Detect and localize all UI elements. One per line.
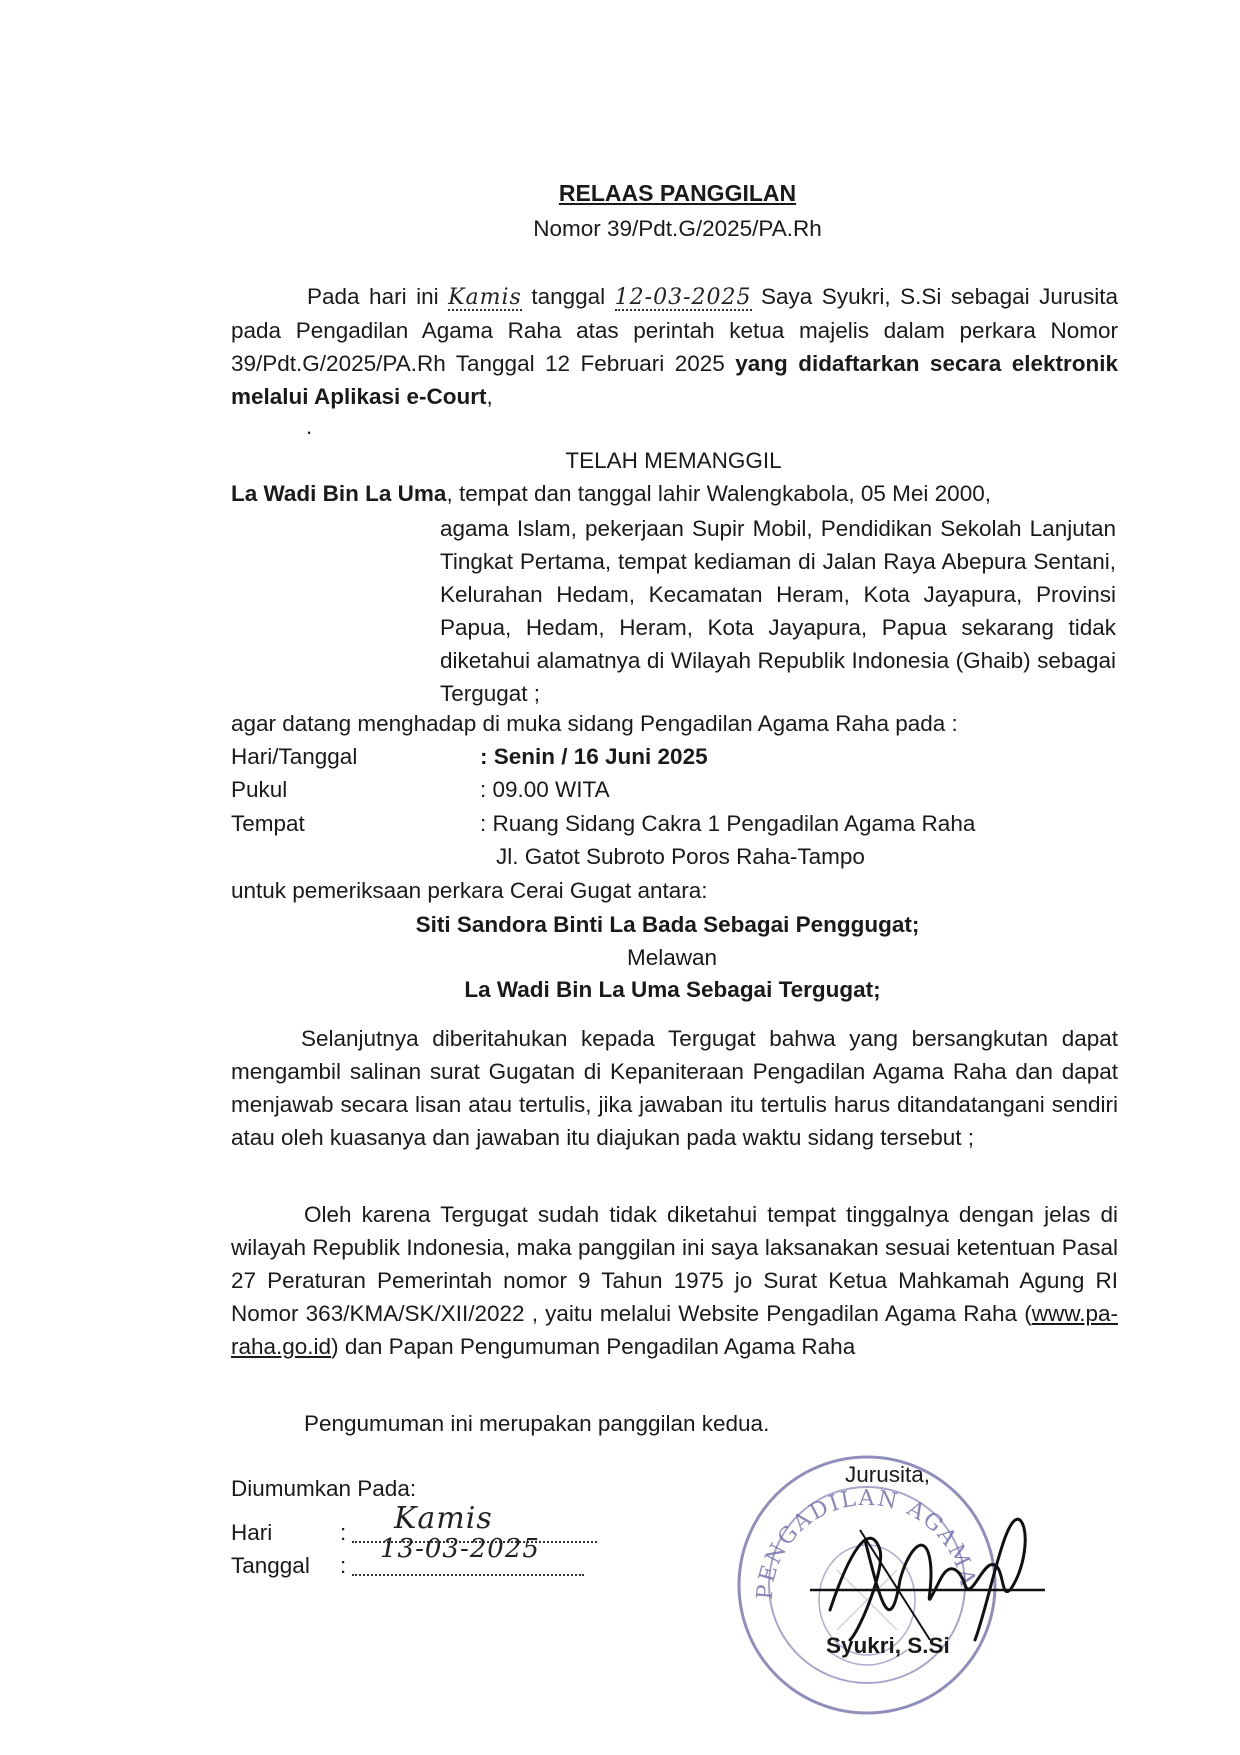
agar-text: agar datang menghadap di muka sidang Pengadilan Agama Raha pada : xyxy=(231,711,958,736)
opening-text-4: sebagai Jurusita pada Pengadilan Agama Raha atas perintah ketua majelis dalam perkara Nomor 39/Pdt.G/2025/PA.Rh Tanggal 12 Februari 2025 xyxy=(231,284,1118,376)
footer-hari-handwritten: Kamis xyxy=(352,1505,597,1543)
party-name: La Wadi Bin La Uma xyxy=(231,481,447,506)
opening-text-1: Pada hari ini xyxy=(307,284,449,309)
diumumkan-label: Diumumkan Pada: xyxy=(231,1476,417,1501)
footer-hari-colon: : xyxy=(340,1520,347,1545)
party-first-line xyxy=(231,481,991,507)
opening-paragraph xyxy=(231,280,1118,413)
pukul-label: Pukul xyxy=(231,777,288,802)
penggugat-line: Siti Sandora Binti La Bada Sebagai Penggugat; xyxy=(415,912,920,937)
jurusita-label: Jurusita, xyxy=(845,1462,931,1487)
paragraph-oleh-karena xyxy=(231,1198,1118,1363)
hari-value: : Senin / 16 Juni 2025 xyxy=(480,744,708,769)
tempat-label: Tempat xyxy=(231,811,305,836)
tergugat-line: La Wadi Bin La Uma Sebagai Tergugat; xyxy=(464,977,881,1002)
opening-ecourt-bold: yang didaftarkan secara elektronik melalui Aplikasi e-Court xyxy=(231,351,1118,409)
untuk-text: untuk pemeriksaan perkara Cerai Gugat antara: xyxy=(231,878,708,903)
party-details: agama Islam, pekerjaan Supir Mobil, Pendidikan Sekolah Lanjutan Tingkat Pertama, tempat kediaman di Jalan Raya Abepura Sentani, Kelurahan Hedam, Kecamatan Heram, Kota Jayapura, Provinsi Papua, Hedam, Heram, Kota Jayapura, Papua sekarang tidak diketahui alamatnya di Wilayah Republik Indonesia (Ghaib) sebagai Tergugat ; xyxy=(440,516,1116,706)
jurusita-name: Syukri, S.Si xyxy=(826,1633,950,1658)
paragraph-selanjutnya: Selanjutnya diberitahukan kepada Tergugat bahwa yang bersangkutan dapat mengambil salinan surat Gugatan di Kepaniteraan Pengadilan Agama Raha dan dapat menjawab secara lisan atau tertulis, jika jawaban itu tertulis harus ditandatangani sendiri atau oleh kuasanya dan jawaban itu diajukan pada waktu sidang tersebut ; xyxy=(231,1026,1118,1150)
pukul-value: : 09.00 WITA xyxy=(480,777,610,802)
opening-text-6: , xyxy=(486,384,493,409)
para2-text-a: Oleh karena Tergugat sudah tidak diketahui tempat tinggalnya dengan jelas di wilayah Republik Indonesia, maka panggilan ini saya laksanakan sesuai ketentuan Pasal 27 Peraturan Pemerintah nomor 9 Tahun 1975 jo Surat Ketua Mahkamah Agung RI Nomor 363/KMA/SK/XII/2022 , yaitu melalui Website Pengadilan Agama Raha ( xyxy=(231,1202,1118,1326)
footer-tanggal-colon: : xyxy=(340,1553,347,1578)
footer-tanggal-label: Tanggal xyxy=(231,1553,310,1578)
website-link[interactable]: www.pa-raha.go.id xyxy=(231,1301,1118,1359)
document-title: RELAAS PANGGILAN xyxy=(558,180,797,206)
footer-tanggal-handwritten: 13-03-2025 xyxy=(352,1540,584,1576)
tempat-value-2: Jl. Gatot Subroto Poros Raha-Tampo xyxy=(496,844,865,869)
stray-dot: . xyxy=(306,414,313,439)
seal-text: PENGADILAN AGAMA xyxy=(752,1485,981,1601)
hari-label: Hari/Tanggal xyxy=(231,744,358,769)
document-number: Nomor 39/Pdt.G/2025/PA.Rh xyxy=(533,216,822,241)
footer-hari-label: Hari xyxy=(231,1520,273,1545)
tempat-value: : Ruang Sidang Cakra 1 Pengadilan Agama Raha xyxy=(480,811,976,836)
opening-text-2: tanggal xyxy=(521,284,615,309)
telah-memanggil-heading: TELAH MEMANGGIL xyxy=(565,448,782,473)
opening-text-3: Saya Syukri, S.Si xyxy=(751,284,942,309)
party-birth: , tempat dan tanggal lahir Walengkabola, 05 Mei 2000, xyxy=(446,481,991,506)
paragraph-pengumuman: Pengumuman ini merupakan panggilan kedua. xyxy=(304,1411,770,1436)
melawan-line: Melawan xyxy=(626,945,718,970)
handwritten-day: Kamis xyxy=(448,285,522,310)
handwritten-date: 12-03-2025 xyxy=(614,285,752,310)
para2-text-b: ) dan Papan Pengumuman Pengadilan Agama Raha xyxy=(331,1334,856,1359)
